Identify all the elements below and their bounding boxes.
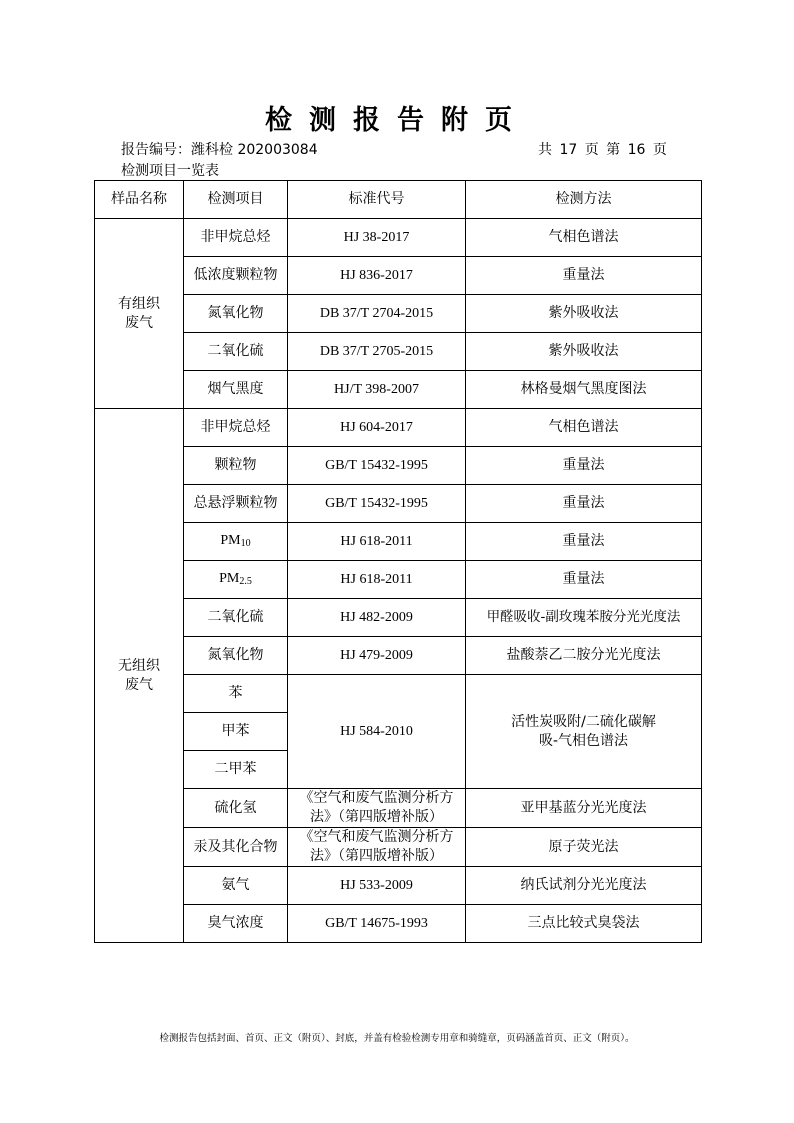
table-row <box>95 485 702 523</box>
test-item: 非甲烷总烃 <box>184 219 288 257</box>
test-item: 氮氧化物 <box>184 295 288 333</box>
table-row <box>95 867 702 905</box>
test-item: 非甲烷总烃 <box>184 409 288 447</box>
test-method: 重量法 <box>466 561 702 599</box>
table-row <box>95 789 702 828</box>
table-row <box>95 675 702 713</box>
standard-code: HJ 618-2011 <box>288 523 466 561</box>
test-item: 总悬浮颗粒物 <box>184 485 288 523</box>
table-row <box>95 905 702 943</box>
standard-code: 《空气和废气监测分析方法》（第四版增补版） <box>288 789 466 828</box>
test-items-table <box>94 180 702 943</box>
standard-code: GB/T 15432-1995 <box>288 485 466 523</box>
table-row <box>95 219 702 257</box>
test-method: 气相色谱法 <box>466 219 702 257</box>
test-method: 重量法 <box>466 447 702 485</box>
test-item: 臭气浓度 <box>184 905 288 943</box>
table-row <box>95 447 702 485</box>
standard-code: HJ 604-2017 <box>288 409 466 447</box>
table-row <box>95 409 702 447</box>
test-method: 紫外吸收法 <box>466 295 702 333</box>
standard-code: 《空气和废气监测分析方法》（第四版增补版） <box>288 828 466 867</box>
test-method: 甲醛吸收-副玫瑰苯胺分光光度法 <box>466 599 702 637</box>
test-method: 紫外吸收法 <box>466 333 702 371</box>
test-item: 甲苯 <box>184 713 288 751</box>
test-method: 原子荧光法 <box>466 828 702 867</box>
test-method: 亚甲基蓝分光光度法 <box>466 789 702 828</box>
test-item: 汞及其化合物 <box>184 828 288 867</box>
test-method: 盐酸萘乙二胺分光光度法 <box>466 637 702 675</box>
standard-code: DB 37/T 2704-2015 <box>288 295 466 333</box>
footer-note: 检测报告包括封面、首页、正文（附页）、封底，并盖有检验检测专用章和骑缝章，页码涵盖首页、正文（附页）。 <box>159 1033 635 1044</box>
standard-code: HJ 482-2009 <box>288 599 466 637</box>
standard-code: HJ 836-2017 <box>288 257 466 295</box>
test-method: 重量法 <box>466 523 702 561</box>
sample-name-organized <box>95 219 184 409</box>
table-row <box>95 333 702 371</box>
table-caption: 检测项目一览表 <box>121 163 219 179</box>
report-number: 报告编号：潍科检 202003084 <box>121 142 318 158</box>
table-row <box>95 371 702 409</box>
standard-code: GB/T 15432-1995 <box>288 447 466 485</box>
header-sample-name: 样品名称 <box>95 181 184 219</box>
standard-code: HJ/T 398-2007 <box>288 371 466 409</box>
standard-code: HJ 38-2017 <box>288 219 466 257</box>
page-title: 检测报告附页 <box>265 105 529 136</box>
sample-name-label: 无组织 废气 <box>118 657 160 693</box>
standard-code: DB 37/T 2705-2015 <box>288 333 466 371</box>
test-method-label: 活性炭吸附/二硫化碳解吸-气相色谱法 <box>511 713 656 749</box>
test-item-main: PM <box>220 532 241 548</box>
test-item: 低浓度颗粒物 <box>184 257 288 295</box>
test-item: 烟气黑度 <box>184 371 288 409</box>
test-item: 硫化氢 <box>184 789 288 828</box>
header-standard-code: 标准代号 <box>288 181 466 219</box>
test-item: 氨气 <box>184 867 288 905</box>
test-item-subscript: 2.5 <box>239 575 252 587</box>
test-item: 颗粒物 <box>184 447 288 485</box>
test-item: 二氧化硫 <box>184 333 288 371</box>
test-method: 纳氏试剂分光光度法 <box>466 867 702 905</box>
sample-name-unorganized <box>95 409 184 943</box>
standard-code: HJ 618-2011 <box>288 561 466 599</box>
page-info: 共 17 页 第 16 页 <box>538 142 667 158</box>
header-test-method: 检测方法 <box>466 181 702 219</box>
table-row <box>95 637 702 675</box>
standard-code: HJ 533-2009 <box>288 867 466 905</box>
table-row <box>95 257 702 295</box>
test-method: 三点比较式臭袋法 <box>466 905 702 943</box>
test-item-main: PM <box>219 570 240 586</box>
table-row <box>95 561 702 599</box>
test-method: 重量法 <box>466 257 702 295</box>
table-row <box>95 523 702 561</box>
table-row <box>95 828 702 867</box>
test-method: 重量法 <box>466 485 702 523</box>
test-method: 林格曼烟气黑度图法 <box>466 371 702 409</box>
test-item: 二甲苯 <box>184 751 288 789</box>
table-row <box>95 599 702 637</box>
test-item: 氮氧化物 <box>184 637 288 675</box>
test-item: 二氧化硫 <box>184 599 288 637</box>
test-method <box>466 675 702 789</box>
header-test-item: 检测项目 <box>184 181 288 219</box>
test-item: 苯 <box>184 675 288 713</box>
standard-code: HJ 479-2009 <box>288 637 466 675</box>
test-item <box>184 523 288 561</box>
standard-code: HJ 584-2010 <box>288 675 466 789</box>
test-item-subscript: 10 <box>240 537 251 549</box>
table-row <box>95 295 702 333</box>
table-header-row <box>95 181 702 219</box>
sample-name-label: 有组织 废气 <box>118 295 160 331</box>
test-method: 气相色谱法 <box>466 409 702 447</box>
test-item <box>184 561 288 599</box>
standard-code: GB/T 14675-1993 <box>288 905 466 943</box>
